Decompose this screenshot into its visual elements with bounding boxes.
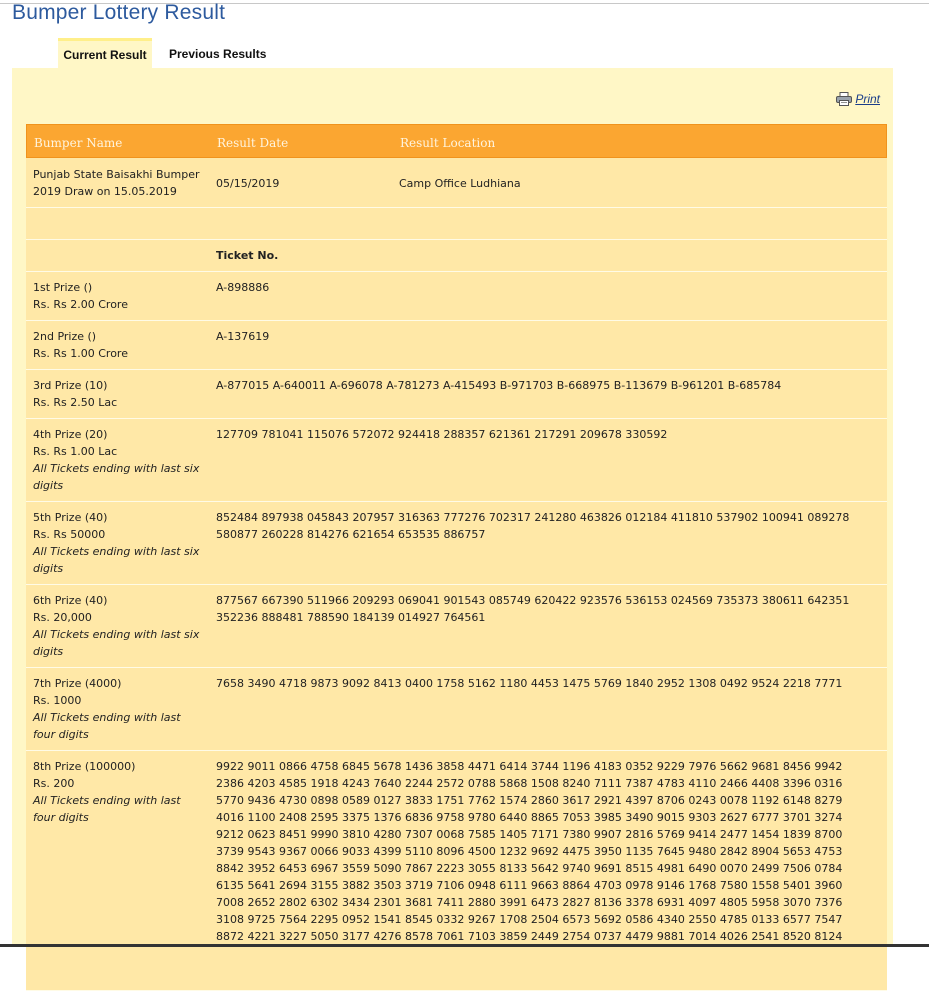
prize-title: 1st Prize () <box>33 281 93 294</box>
spacer-row <box>26 208 887 240</box>
prize-amount: Rs. Rs 2.00 Crore <box>33 298 128 311</box>
ticket-line: 9212 0623 8451 9990 3810 4280 7307 0068 7585 1405 7171 7380 9907 2816 5769 9414 2477 1454 1839 8700 <box>216 828 843 841</box>
winning-tickets <box>216 279 876 296</box>
prize-amount: Rs. 200 <box>33 777 75 790</box>
ticket-line: 127709 781041 115076 572072 924418 288357 621361 217291 209678 330592 <box>216 428 668 441</box>
winning-tickets <box>216 592 876 626</box>
draw-date: 05/15/2019 <box>216 177 280 190</box>
prize-info <box>33 675 209 743</box>
print-label: Print <box>855 92 880 106</box>
prize-amount: Rs. Rs 50000 <box>33 528 106 541</box>
prize-title: 8th Prize (100000) <box>33 760 136 773</box>
prize-info <box>33 758 209 826</box>
prize-note: All Tickets ending with last six <box>33 462 200 475</box>
prize-info <box>33 328 209 362</box>
prize-title: 6th Prize (40) <box>33 594 108 607</box>
prize-info <box>33 509 209 577</box>
ticket-line: 7658 3490 4718 9873 9092 8413 0400 1758 5162 1180 4453 1475 5769 1840 2952 1308 0492 9524 2218 7771 <box>216 677 843 690</box>
prize-row <box>26 668 887 751</box>
ticket-header-row <box>26 240 887 272</box>
winning-tickets <box>216 328 876 345</box>
prize-note: digits <box>33 479 64 492</box>
draw-name: Punjab State Baisakhi Bumper 2019 Draw on 15.05.2019 <box>33 168 200 198</box>
result-panel <box>12 68 893 947</box>
ticket-line: A-137619 <box>216 330 270 343</box>
prize-amount: Rs. Rs 1.00 Crore <box>33 347 128 360</box>
prize-note: All Tickets ending with last <box>33 711 181 724</box>
printer-icon <box>836 92 852 106</box>
ticket-line: 2386 4203 4585 1918 4243 7640 2244 2572 0788 5868 1508 8240 7111 7387 4783 4110 2466 4408 3396 0316 <box>216 777 843 790</box>
prize-amount: Rs. 20,000 <box>33 611 92 624</box>
prize-title: 3rd Prize (10) <box>33 379 108 392</box>
prize-info <box>33 426 209 494</box>
prize-note: four digits <box>33 811 89 824</box>
ticket-line: 5770 9436 4730 0898 0589 0127 3833 1751 7762 1574 2860 3617 2921 4397 8706 0243 0078 1192 6148 8279 <box>216 794 843 807</box>
prize-note: All Tickets ending with last six <box>33 545 200 558</box>
header-bumper-name: Bumper Name <box>34 136 123 150</box>
ticket-line: 7008 2652 2802 6302 3434 2301 3681 7411 2880 3991 6473 2827 8136 3378 6931 4097 4805 5958 3070 7376 <box>216 896 843 909</box>
ticket-line: 580877 260228 814276 621654 653535 886757 <box>216 528 486 541</box>
ticket-line: 4016 1100 2408 2595 3375 1376 6836 9758 9780 6440 8865 7053 3985 3490 9015 9303 2627 6777 3701 3274 <box>216 811 843 824</box>
ticket-line: A-898886 <box>216 281 270 294</box>
page-title: Bumper Lottery Result <box>12 1 226 24</box>
winning-tickets <box>216 377 876 394</box>
prize-note: four digits <box>33 728 89 741</box>
prize-row <box>26 419 887 502</box>
prize-info <box>33 377 209 411</box>
prize-title: 4th Prize (20) <box>33 428 108 441</box>
prize-row <box>26 272 887 321</box>
prize-row <box>26 502 887 585</box>
prize-amount: Rs. Rs 2.50 Lac <box>33 396 118 409</box>
results-table <box>26 124 887 991</box>
prize-amount: Rs. 1000 <box>33 694 82 707</box>
ticket-line: 877567 667390 511966 209293 069041 901543 085749 620422 923576 536153 024569 735373 380611 642351 <box>216 594 850 607</box>
prize-note: All Tickets ending with last six <box>33 628 200 641</box>
prize-row <box>26 585 887 668</box>
ticket-line: 8842 3952 6453 6967 3559 5090 7867 2223 3055 8133 5642 9740 9691 8515 4981 6490 0070 2499 7506 0784 <box>216 862 843 875</box>
prize-title: 7th Prize (4000) <box>33 677 122 690</box>
table-header <box>26 124 887 158</box>
ticket-line: 8872 4221 3227 5050 3177 4276 8578 7061 7103 3859 2449 2754 0737 4479 9881 7014 4026 2541 8520 8124 <box>216 930 843 943</box>
prize-row <box>26 751 887 991</box>
prize-row <box>26 370 887 419</box>
ticket-line: A-877015 A-640011 A-696078 A-781273 A-415493 B-971703 B-668975 B-113679 B-961201 B-685784 <box>216 379 782 392</box>
prize-info <box>33 592 209 660</box>
draw-location: Camp Office Ludhiana <box>399 177 521 190</box>
prize-note: digits <box>33 645 64 658</box>
prize-note: All Tickets ending with last <box>33 794 181 807</box>
print-link[interactable] <box>836 92 880 106</box>
ticket-line: 352236 888481 788590 184139 014927 764561 <box>216 611 486 624</box>
prize-row <box>26 321 887 370</box>
prize-title: 5th Prize (40) <box>33 511 108 524</box>
prize-info <box>33 279 209 313</box>
header-result-date: Result Date <box>217 136 289 150</box>
ticket-line: 9922 9011 0866 4758 6845 5678 1436 3858 4471 6414 3744 1196 4183 0352 9229 7976 5662 9681 8456 9942 <box>216 760 843 773</box>
winning-tickets <box>216 509 876 543</box>
winning-tickets <box>216 675 876 692</box>
tab-previous-results[interactable]: Previous Results <box>169 47 267 61</box>
prize-rows <box>26 272 887 991</box>
ticket-line: 852484 897938 045843 207957 316363 777276 702317 241280 463826 012184 411810 537902 100941 089278 <box>216 511 850 524</box>
tab-current-result[interactable]: Current Result <box>58 38 152 68</box>
ticket-line: 3108 9725 7564 2295 0952 1541 8545 0332 9267 1708 2504 6573 5692 0586 4340 2550 4785 0133 6577 7547 <box>216 913 843 926</box>
ticket-line: 3739 9543 9367 0066 9033 4399 5110 8096 4500 1232 9692 4475 3950 1135 7645 9480 2842 8904 5653 4753 <box>216 845 843 858</box>
winning-tickets <box>216 758 876 945</box>
draw-row <box>26 158 887 208</box>
ticket-line: 6135 5641 2694 3155 3882 3503 3719 7106 0948 6111 9663 8864 4703 0978 9146 1768 7580 1558 5401 3960 <box>216 879 843 892</box>
header-result-location: Result Location <box>400 136 496 150</box>
winning-tickets <box>216 426 876 443</box>
prize-note: digits <box>33 562 64 575</box>
prize-title: 2nd Prize () <box>33 330 97 343</box>
ticket-no-label: Ticket No. <box>216 249 279 262</box>
prize-amount: Rs. Rs 1.00 Lac <box>33 445 118 458</box>
